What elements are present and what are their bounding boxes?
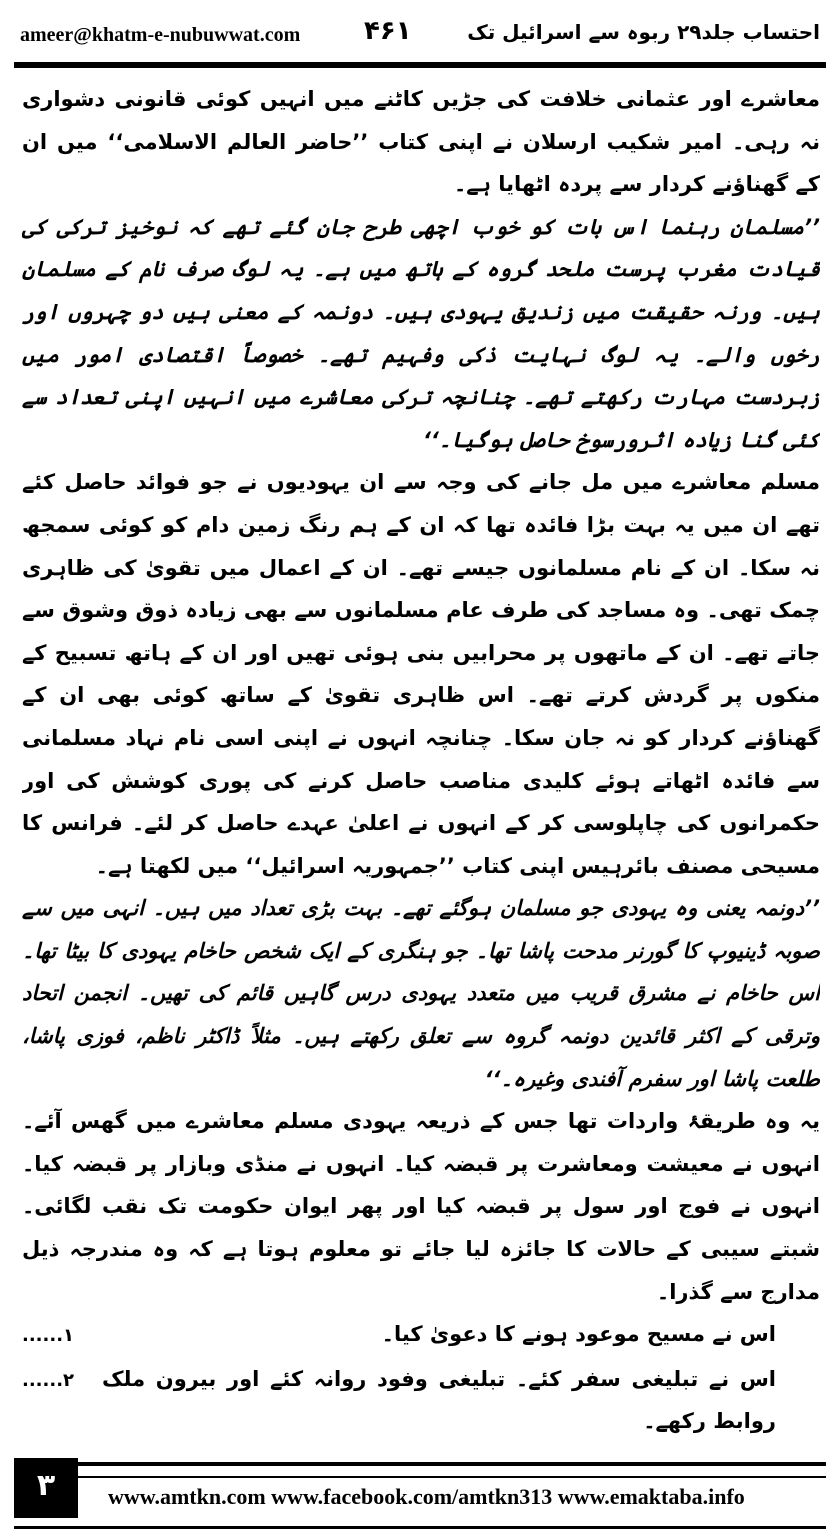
header-email: ameer@khatm-e-nubuwwat.com: [20, 24, 301, 46]
list-item-number: ۲......: [22, 1369, 75, 1391]
page-number: ۴۶۱: [364, 16, 412, 46]
paragraph-intro: معاشرے اور عثمانی خلافت کی جڑیں کاٹنے میں انہیں کوئی قانونی دشواری نہ رہی۔ امیر شکیب ارسلان نے اپنی کتاب ’’حاضر العالم الاسلامی‘‘ میں ان کے گھناؤنے کردار سے پردہ اٹھایا ہے۔: [22, 87, 820, 197]
footer-underline: [14, 1526, 826, 1529]
quote-barres: ’’دونمہ یعنی وہ یہودی جو مسلمان ہوگئے تھے۔ بہت بڑی تعداد میں ہیں۔ انہی میں سے صوبہ ڈینیوپ کا گورنر مدحت پاشا تھا۔ جو ہنگری کے ایک شخص حاخام یہودی کا بیٹا تھا۔ اس حاخام نے مشرق قریب میں متعدد یہودی درس گاہیں قائم کی تھیں۔ انجمن اتحاد وترقی کے اکثر قائدین دونمہ گروہ سے تعلق رکھتے ہیں۔ مثلاً ڈاکٹر ناظم، فوزی پاشا، طلعت پاشا اور سفرم آفندی وغیرہ۔‘‘: [22, 896, 820, 1091]
paragraph-method: یہ وہ طریقۂ واردات تھا جس کے ذریعہ یہودی مسلم معاشرے میں گھس آئے۔ انہوں نے معیشت ومعاشرت پر قبضہ کیا۔ انہوں نے منڈی وبازار پر قبضہ کیا۔ انہوں نے فوج اور سول پر قبضہ کیا اور پھر ایوان حکومت تک نقب لگائی۔ شبتے سیبی کے حالات کا جائزہ لیا جائے تو معلوم ہوتا ہے کہ وہ مندرجہ ذیل مدارج سے گذرا۔: [22, 1109, 820, 1304]
footer-links: www.amtkn.com www.facebook.com/amtkn313 www.emaktaba.info: [108, 1484, 745, 1509]
page-header: [14, 10, 826, 58]
quote-shakib-arslan: ’’مسلمان رہنما اس بات کو خوب اچھی طرح جان گئے تھے کہ نوخیز ترکی کی قیادت مغرب پرست ملحد گروہ کے ہاتھ میں ہے۔ یہ لوگ صرف نام کے مسلمان ہیں۔ ورنہ حقیقت میں زندیق یہودی ہیں۔ دونمہ کے معنی ہیں دو چہروں اور رخوں والے۔ یہ لوگ نہایت ذکی وفہیم تھے۔ خصوصاً اقتصادی امور میں زبردست مہارت رکھتے تھے۔ چنانچہ ترکی معاشرے میں انہیں اپنی تعداد سے کئی گنا زیادہ اثرورسوخ حاصل ہوگیا۔‘‘: [22, 214, 820, 452]
header-rule: [14, 62, 826, 68]
list-item: [22, 1313, 820, 1358]
list-item-text: اس نے تبلیغی سفر کئے۔ تبلیغی وفود روانہ کئے اور بیرون ملک روابط رکھے۔: [102, 1366, 776, 1434]
footer-rule: [14, 1462, 826, 1478]
list-item-number: ۱......: [22, 1325, 75, 1347]
page-body: [22, 78, 820, 1443]
list-item: [22, 1358, 820, 1443]
header-title: احتساب جلد۲۹ ربوہ سے اسرائیل تک: [467, 20, 820, 44]
paragraph-disguise: مسلم معاشرے میں مل جانے کی وجہ سے ان یہودیوں نے جو فوائد حاصل کئے تھے ان میں یہ بہت بڑا فائدہ تھا کہ ان کے ہم رنگ زمین دام کو کوئی سمجھ نہ سکا۔ ان کے نام مسلمانوں جیسے تھے۔ ان کے اعمال میں تقویٰ کی ظاہری چمک تھی۔ وہ مساجد کی طرف عام مسلمانوں سے بھی زیادہ ذوق وشوق سے جاتے تھے۔ ان کے ماتھوں پر محرابیں بنی ہوئی تھیں اور ان کے ہاتھ تسبیح کے منکوں پر گردش کرتے تھے۔ اس ظاہری تقویٰ کے ساتھ کوئی بھی ان کے گھناؤنے کردار کو نہ جان سکا۔ چنانچہ انہوں نے اپنی اسی نام نہاد مسلمانی سے فائدہ اٹھاتے ہوئے کلیدی مناصب حاصل کرنے کی پوری کوشش کی اور حکمرانوں کی چاپلوسی کر کے انہوں نے اعلیٰ عہدے حاصل کر لئے۔ فرانس کا مسیحی مصنف بائرہیس اپنی کتاب ’’جمہوریہ اسرائیل‘‘ میں لکھتا ہے۔: [22, 470, 820, 878]
list-item-text: اس نے مسیح موعود ہونے کا دعویٰ کیا۔: [381, 1322, 776, 1347]
footer-badge: ۳: [14, 1458, 78, 1518]
